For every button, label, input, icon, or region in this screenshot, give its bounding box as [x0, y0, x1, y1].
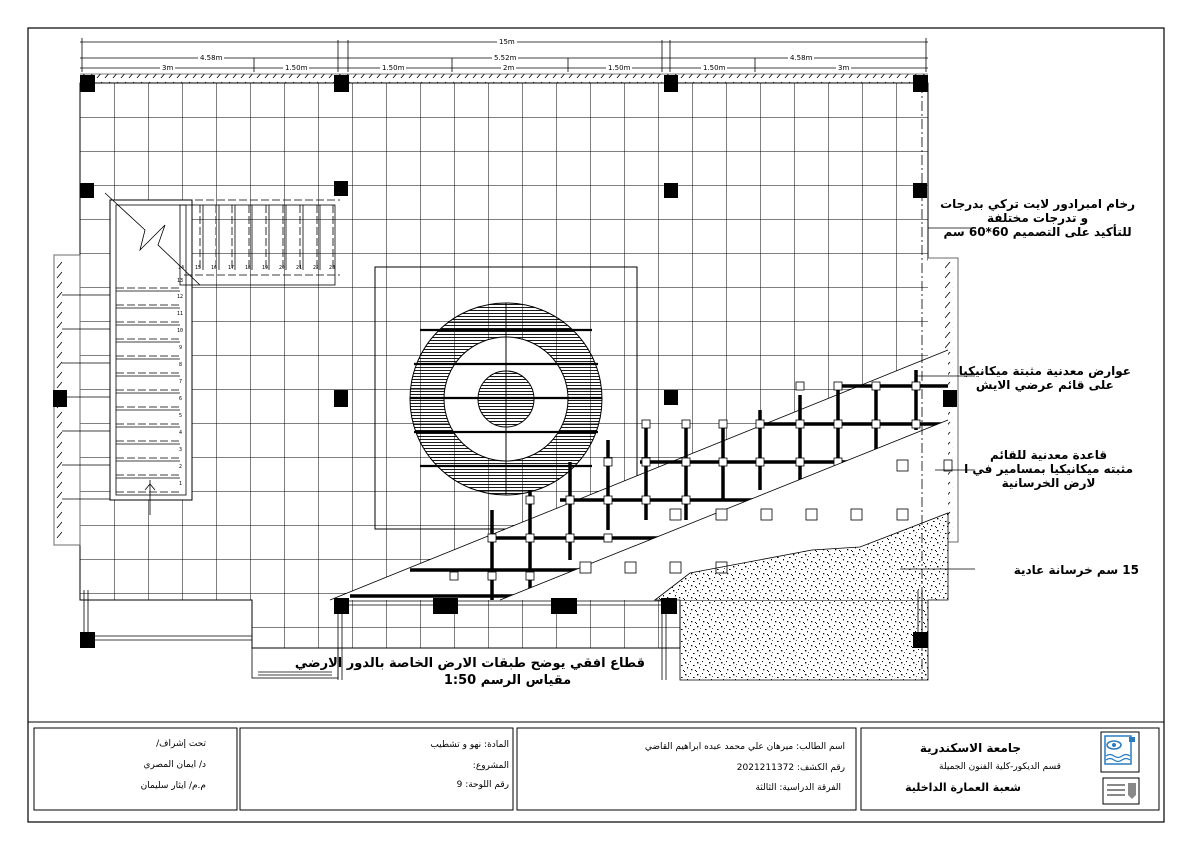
supervisor-ta: م.م/ ايثار سليمان	[140, 781, 206, 791]
department-name: قسم الديكور-كلية الفنون الجميلة	[939, 762, 1061, 772]
dim-seg-1: 3m	[162, 64, 174, 72]
dim-seg-7: 3m	[838, 64, 850, 72]
dim-seg-5: 1.50m	[608, 64, 631, 72]
student-name: اسم الطالب: ميرهان علي محمد عبده ابراهيم القاضي	[644, 742, 845, 752]
student-id: رقم الكشف: 2021211372	[736, 763, 845, 773]
note-metal-base: قاعدة معدنية للقائم مثبته ميكانيكيا بمسامير في ا لارض الخرسانية	[964, 448, 1133, 490]
dim-right-span: 4.58m	[790, 54, 813, 62]
note-concrete: 15 سم خرسانة عادية	[1013, 563, 1139, 577]
project-name: المشروع:	[472, 761, 509, 771]
university-logo	[1101, 732, 1139, 772]
faculty-logo	[1103, 778, 1139, 804]
student-year: الفرقة الدراسية: الثالثة	[755, 783, 841, 793]
dim-overall: 15m	[499, 38, 515, 46]
dim-left-span: 4.58m	[200, 54, 223, 62]
drawing-sheet: 15m 4.58m 5.52m 4.58m 3m 1.50m 1.50m 2m 1.50m 1.50m 3m 1 2 3 4 5 6 7 8 9 10 11 12 13 14 15 16 17 18 19 20 21 22 23 رخام امبرادور لايت تركي بدرجات و تدرجات مختلفة للتأكيد على التصميم 60*60 سم عوارض معدنية مثبتة ميكانيكيا على قائم عرضي الايش قاعدة معدنية للقائم مثبته ميكانيكيا بمسامير في ا لارض الخرسانية 15 سم خرسانة عادية قطاع افقي يوضح طبقات الارض الخاصة بالدور الارضي مقياس الرسم 1:50 جامعة الاسكندرية قسم الديكور-كلية الفنون الجميلة شعبة العمارة الداخلية اسم الطالب: ميرهان علي محمد عبده ابراهيم القاضي رقم الكشف: 2021211372 الفرقة الدراسية: الثالثة المادة: نهو و تشطيب المشروع: رقم اللوحة: 9 تحت إشراف/ د/ ايمان المصري م.م/ ايثار سليمان	[0, 0, 1191, 842]
supervision-heading: تحت إشراف/	[156, 739, 206, 749]
subject-name: المادة: نهو و تشطيب	[430, 740, 509, 750]
drawing-scale: مقياس الرسم 1:50	[443, 673, 572, 688]
drawing-title: قطاع افقي يوضح طبقات الارض الخاصة بالدور الارضي	[294, 656, 645, 671]
dim-seg-4: 2m	[503, 64, 515, 72]
note-marble: رخام امبرادور لايت تركي بدرجات و تدرجات مختلفة للتأكيد على التصميم 60*60 سم	[940, 197, 1135, 239]
university-name: جامعة الاسكندرية	[919, 741, 1021, 755]
dim-seg-2: 1.50m	[285, 64, 308, 72]
dim-seg-6: 1.50m	[703, 64, 726, 72]
circular-floor-motif	[410, 303, 602, 495]
supervisor-dr: د/ ايمان المصري	[143, 760, 206, 770]
drawing-title-block	[294, 655, 645, 689]
note-metal-beams: عوارض معدنية مثبتة ميكانيكيا على قائم عرضي الايش	[958, 364, 1131, 392]
section-name: شعبة العمارة الداخلية	[905, 781, 1021, 794]
dim-seg-3: 1.50m	[382, 64, 405, 72]
dim-center-span: 5.52m	[494, 54, 517, 62]
sheet-number: رقم اللوحة: 9	[456, 780, 509, 790]
